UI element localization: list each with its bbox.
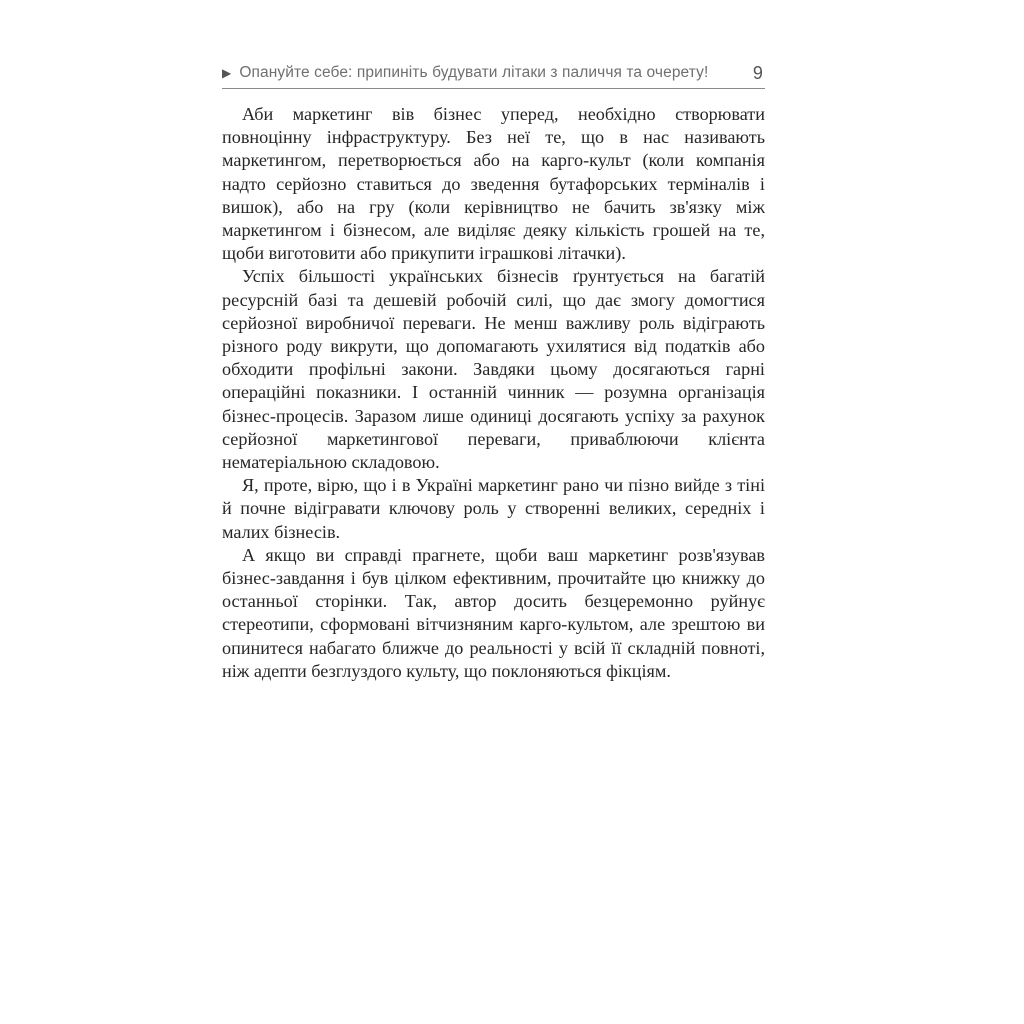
triangle-marker-icon: ▶ bbox=[222, 66, 232, 80]
running-head-title: Опануйте себе: припиніть будувати літаки з паличчя та очерету! bbox=[239, 64, 709, 81]
book-page bbox=[222, 58, 765, 683]
paragraph: Успіх більшості українських бізнесів ґрунтується на багатій ресурсній базі та дешевій робочій силі, що дає змогу домогтися серйозної виробничої переваги. Не менш важливу роль відіграють різного роду викрути, що допомагають ухилятися від податків або обходити профільні закони. Завдяки цьому досягаються гарні операційні показники. І останній чинник — розумна організація бізнес-процесів. Заразом лише одиниці досягають успіху за рахунок серйозної маркетингової переваги, приваблюючи клієнта нематеріальною складовою. bbox=[222, 266, 765, 473]
running-head bbox=[222, 58, 765, 89]
paragraph: А якщо ви справді прагнете, щоби ваш маркетинг розв'язував бізнес-завдання і був цілком ефективним, прочитайте цю книжку до останньої сторінки. Так, автор досить безцеремонно руйнує стереотипи, сформовані вітчизняним карго-культом, але зрештою ви опинитеся набагато ближче до реальності у всій її складній повноті, ніж адепти безглуздого культу, що поклоняються фікціям. bbox=[222, 544, 765, 681]
paragraph: Аби маркетинг вів бізнес уперед, необхідно створювати повноцінну інфраструктуру. Без неї те, що в нас називають маркетингом, перетворюється або на карго-культ (коли компанія надто серйозно ставиться до зведення бутафорських терміналів і вишок), або на гру (коли керівництво не бачить зв'язку між маркетингом і бізнесом, але виділяє деяку кількість грошей на те, щоби виготовити або прикупити іграшкові літачки). bbox=[222, 104, 765, 264]
body-text bbox=[222, 103, 765, 683]
page-number: 9 bbox=[752, 62, 763, 83]
paragraph: Я, проте, вірю, що і в Україні маркетинг рано чи пізно вийде з тіні й почне відігравати ключову роль у створенні великих, середніх і малих бізнесів. bbox=[222, 475, 765, 542]
